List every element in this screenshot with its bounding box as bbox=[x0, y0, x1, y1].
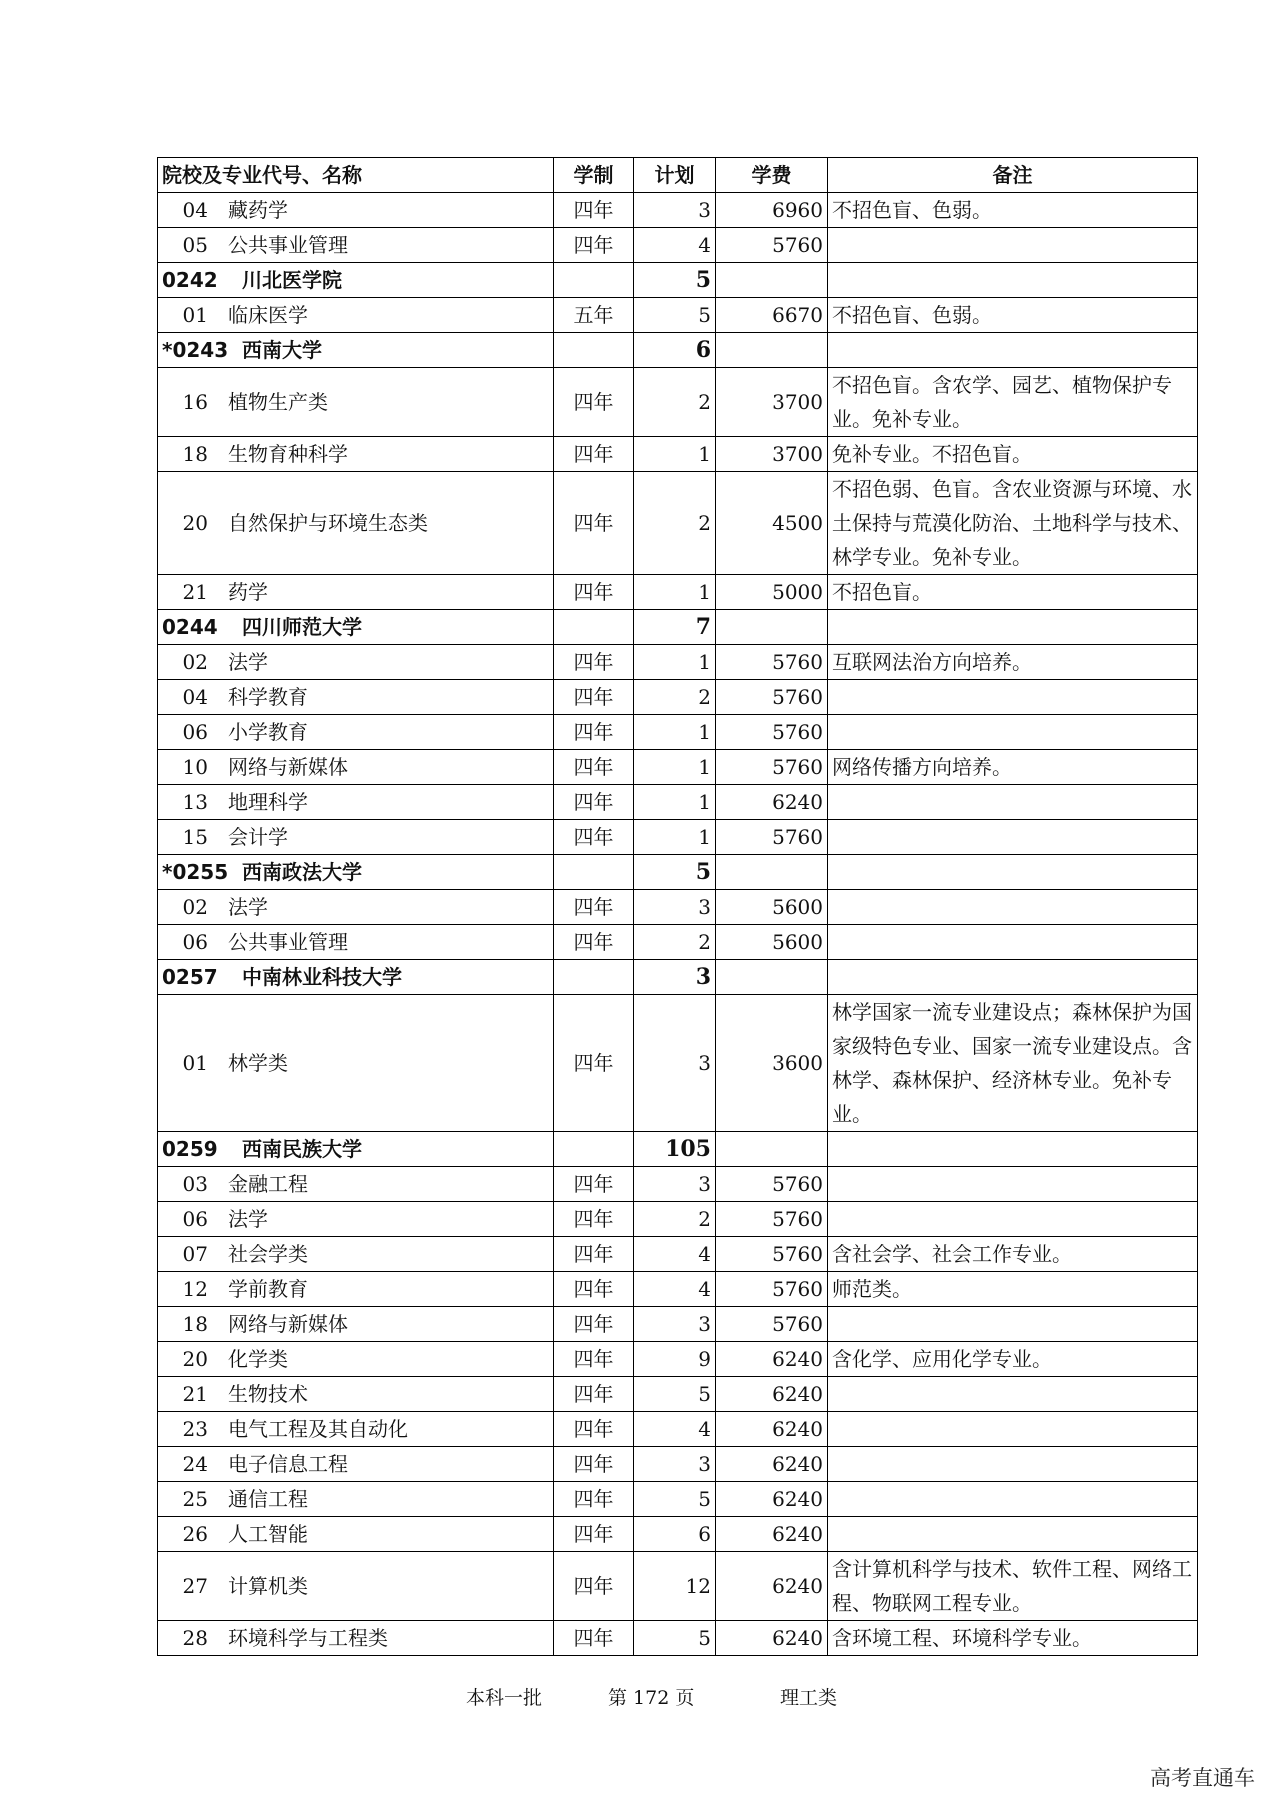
school-code: 0257 bbox=[162, 965, 218, 989]
school-row bbox=[158, 610, 1198, 645]
major-duration: 四年 bbox=[554, 193, 634, 228]
major-code: 03 bbox=[182, 1172, 208, 1196]
major-note bbox=[828, 1482, 1198, 1517]
major-fee: 5760 bbox=[716, 228, 828, 263]
major-duration: 四年 bbox=[554, 925, 634, 960]
major-cell bbox=[158, 1237, 554, 1272]
school-fee-cell bbox=[716, 610, 828, 645]
major-code: 02 bbox=[182, 895, 208, 919]
major-duration: 四年 bbox=[554, 1237, 634, 1272]
major-name: 社会学类 bbox=[228, 1242, 308, 1266]
major-plan: 4 bbox=[634, 1272, 716, 1307]
major-plan: 6 bbox=[634, 1517, 716, 1552]
school-code: 0242 bbox=[162, 268, 218, 292]
school-duration-cell bbox=[554, 263, 634, 298]
major-note: 含计算机科学与技术、软件工程、网络工程、物联网工程专业。 bbox=[828, 1552, 1198, 1621]
major-name: 学前教育 bbox=[228, 1277, 308, 1301]
school-cell bbox=[158, 855, 554, 890]
major-code: 28 bbox=[182, 1626, 208, 1650]
major-code: 04 bbox=[182, 685, 208, 709]
major-fee: 5760 bbox=[716, 1202, 828, 1237]
major-row bbox=[158, 995, 1198, 1132]
major-name: 法学 bbox=[228, 650, 268, 674]
major-fee: 6240 bbox=[716, 785, 828, 820]
table-body bbox=[158, 193, 1198, 1656]
major-name: 化学类 bbox=[228, 1347, 288, 1371]
major-code: 06 bbox=[182, 1207, 208, 1231]
major-note bbox=[828, 228, 1198, 263]
major-cell bbox=[158, 1482, 554, 1517]
major-code: 06 bbox=[182, 930, 208, 954]
major-plan: 1 bbox=[634, 715, 716, 750]
major-cell bbox=[158, 820, 554, 855]
major-fee: 6670 bbox=[716, 298, 828, 333]
major-fee: 6240 bbox=[716, 1377, 828, 1412]
major-duration: 四年 bbox=[554, 750, 634, 785]
major-duration: 五年 bbox=[554, 298, 634, 333]
major-fee: 4500 bbox=[716, 472, 828, 575]
major-note bbox=[828, 925, 1198, 960]
major-note: 不招色盲、色弱。 bbox=[828, 193, 1198, 228]
major-name: 植物生产类 bbox=[228, 390, 328, 414]
major-duration: 四年 bbox=[554, 645, 634, 680]
major-cell bbox=[158, 715, 554, 750]
major-cell bbox=[158, 1377, 554, 1412]
major-duration: 四年 bbox=[554, 575, 634, 610]
major-fee: 5760 bbox=[716, 645, 828, 680]
major-row bbox=[158, 890, 1198, 925]
major-duration: 四年 bbox=[554, 680, 634, 715]
table-header-row bbox=[158, 158, 1198, 193]
major-cell bbox=[158, 890, 554, 925]
major-duration: 四年 bbox=[554, 715, 634, 750]
major-fee: 5760 bbox=[716, 680, 828, 715]
major-fee: 5760 bbox=[716, 1272, 828, 1307]
major-row bbox=[158, 1272, 1198, 1307]
major-code: 07 bbox=[182, 1242, 208, 1266]
school-cell bbox=[158, 610, 554, 645]
major-fee: 6240 bbox=[716, 1482, 828, 1517]
footer-batch: 本科一批 bbox=[466, 1687, 543, 1709]
school-fee-cell bbox=[716, 1132, 828, 1167]
school-code: 0244 bbox=[162, 615, 218, 639]
major-cell bbox=[158, 193, 554, 228]
school-code: *0243 bbox=[162, 338, 229, 362]
school-plan-total: 5 bbox=[634, 855, 716, 890]
major-plan: 3 bbox=[634, 1307, 716, 1342]
major-cell bbox=[158, 1342, 554, 1377]
major-fee: 5760 bbox=[716, 1307, 828, 1342]
major-note bbox=[828, 1307, 1198, 1342]
major-row bbox=[158, 1167, 1198, 1202]
major-note bbox=[828, 715, 1198, 750]
school-name: 西南大学 bbox=[242, 338, 322, 362]
major-duration: 四年 bbox=[554, 1412, 634, 1447]
major-row bbox=[158, 437, 1198, 472]
major-code: 10 bbox=[182, 755, 208, 779]
school-cell bbox=[158, 263, 554, 298]
major-fee: 3700 bbox=[716, 437, 828, 472]
major-note bbox=[828, 890, 1198, 925]
major-plan: 3 bbox=[634, 1447, 716, 1482]
school-note-cell bbox=[828, 855, 1198, 890]
major-name: 生物育种科学 bbox=[228, 442, 348, 466]
major-note bbox=[828, 1167, 1198, 1202]
major-row bbox=[158, 1517, 1198, 1552]
major-cell bbox=[158, 575, 554, 610]
school-note-cell bbox=[828, 333, 1198, 368]
major-plan: 3 bbox=[634, 193, 716, 228]
major-note: 互联网法治方向培养。 bbox=[828, 645, 1198, 680]
school-duration-cell bbox=[554, 855, 634, 890]
school-row bbox=[158, 1132, 1198, 1167]
major-fee: 5760 bbox=[716, 820, 828, 855]
major-cell bbox=[158, 785, 554, 820]
major-row bbox=[158, 1552, 1198, 1621]
major-code: 23 bbox=[182, 1417, 208, 1441]
major-note bbox=[828, 820, 1198, 855]
major-duration: 四年 bbox=[554, 785, 634, 820]
school-cell bbox=[158, 960, 554, 995]
major-plan: 1 bbox=[634, 645, 716, 680]
major-row bbox=[158, 228, 1198, 263]
major-code: 06 bbox=[182, 720, 208, 744]
major-duration: 四年 bbox=[554, 368, 634, 437]
major-plan: 3 bbox=[634, 890, 716, 925]
major-fee: 6960 bbox=[716, 193, 828, 228]
school-note-cell bbox=[828, 610, 1198, 645]
major-code: 13 bbox=[182, 790, 208, 814]
major-fee: 5000 bbox=[716, 575, 828, 610]
major-plan: 4 bbox=[634, 1237, 716, 1272]
major-name: 网络与新媒体 bbox=[228, 755, 348, 779]
major-row bbox=[158, 472, 1198, 575]
major-duration: 四年 bbox=[554, 1552, 634, 1621]
school-cell bbox=[158, 1132, 554, 1167]
major-note bbox=[828, 1412, 1198, 1447]
school-name: 中南林业科技大学 bbox=[242, 965, 402, 989]
major-fee: 6240 bbox=[716, 1447, 828, 1482]
major-cell bbox=[158, 925, 554, 960]
school-note-cell bbox=[828, 263, 1198, 298]
major-row bbox=[158, 368, 1198, 437]
major-cell bbox=[158, 645, 554, 680]
major-plan: 2 bbox=[634, 1202, 716, 1237]
major-plan: 5 bbox=[634, 298, 716, 333]
major-note: 免补专业。不招色盲。 bbox=[828, 437, 1198, 472]
major-note: 不招色盲、色弱。 bbox=[828, 298, 1198, 333]
header-fee: 学费 bbox=[716, 158, 828, 193]
major-note: 含社会学、社会工作专业。 bbox=[828, 1237, 1198, 1272]
major-cell bbox=[158, 437, 554, 472]
major-code: 01 bbox=[182, 1051, 208, 1075]
major-note bbox=[828, 1517, 1198, 1552]
major-name: 电气工程及其自动化 bbox=[228, 1417, 408, 1441]
major-note bbox=[828, 1377, 1198, 1412]
school-duration-cell bbox=[554, 1132, 634, 1167]
major-fee: 5760 bbox=[716, 750, 828, 785]
major-cell bbox=[158, 368, 554, 437]
major-cell bbox=[158, 750, 554, 785]
major-duration: 四年 bbox=[554, 995, 634, 1132]
major-code: 27 bbox=[182, 1574, 208, 1598]
school-plan-total: 5 bbox=[634, 263, 716, 298]
major-code: 24 bbox=[182, 1452, 208, 1476]
major-name: 法学 bbox=[228, 1207, 268, 1231]
major-name: 电子信息工程 bbox=[228, 1452, 348, 1476]
major-duration: 四年 bbox=[554, 1342, 634, 1377]
school-fee-cell bbox=[716, 333, 828, 368]
footer-category: 理工类 bbox=[780, 1687, 838, 1709]
major-plan: 2 bbox=[634, 472, 716, 575]
major-name: 生物技术 bbox=[228, 1382, 308, 1406]
major-plan: 3 bbox=[634, 1167, 716, 1202]
major-row bbox=[158, 1307, 1198, 1342]
major-row bbox=[158, 1377, 1198, 1412]
major-duration: 四年 bbox=[554, 1272, 634, 1307]
school-plan-total: 6 bbox=[634, 333, 716, 368]
major-code: 15 bbox=[182, 825, 208, 849]
school-duration-cell bbox=[554, 960, 634, 995]
school-name: 川北医学院 bbox=[242, 268, 342, 292]
major-cell bbox=[158, 228, 554, 263]
major-name: 小学教育 bbox=[228, 720, 308, 744]
major-duration: 四年 bbox=[554, 820, 634, 855]
major-fee: 6240 bbox=[716, 1621, 828, 1656]
major-fee: 6240 bbox=[716, 1412, 828, 1447]
major-plan: 2 bbox=[634, 368, 716, 437]
major-name: 公共事业管理 bbox=[228, 930, 348, 954]
major-row bbox=[158, 785, 1198, 820]
major-note: 师范类。 bbox=[828, 1272, 1198, 1307]
major-fee: 3700 bbox=[716, 368, 828, 437]
major-row bbox=[158, 1237, 1198, 1272]
major-name: 科学教育 bbox=[228, 685, 308, 709]
major-note bbox=[828, 680, 1198, 715]
major-code: 20 bbox=[182, 511, 208, 535]
major-row bbox=[158, 575, 1198, 610]
major-code: 12 bbox=[182, 1277, 208, 1301]
major-row bbox=[158, 645, 1198, 680]
major-plan: 3 bbox=[634, 995, 716, 1132]
major-name: 公共事业管理 bbox=[228, 233, 348, 257]
major-code: 05 bbox=[182, 233, 208, 257]
major-code: 16 bbox=[182, 390, 208, 414]
major-row bbox=[158, 1202, 1198, 1237]
major-name: 网络与新媒体 bbox=[228, 1312, 348, 1336]
major-cell bbox=[158, 1272, 554, 1307]
major-cell bbox=[158, 1552, 554, 1621]
major-code: 20 bbox=[182, 1347, 208, 1371]
major-name: 药学 bbox=[228, 580, 268, 604]
major-name: 金融工程 bbox=[228, 1172, 308, 1196]
watermark-text: 高考直通车 bbox=[1150, 1766, 1255, 1790]
school-name: 四川师范大学 bbox=[242, 615, 362, 639]
major-fee: 5600 bbox=[716, 890, 828, 925]
major-duration: 四年 bbox=[554, 472, 634, 575]
major-fee: 5760 bbox=[716, 1237, 828, 1272]
header-name: 院校及专业代号、名称 bbox=[158, 158, 554, 193]
major-cell bbox=[158, 472, 554, 575]
major-code: 18 bbox=[182, 442, 208, 466]
header-plan: 计划 bbox=[634, 158, 716, 193]
major-duration: 四年 bbox=[554, 890, 634, 925]
major-note bbox=[828, 1202, 1198, 1237]
school-name: 西南民族大学 bbox=[242, 1137, 362, 1161]
major-row bbox=[158, 298, 1198, 333]
major-code: 02 bbox=[182, 650, 208, 674]
school-name: 西南政法大学 bbox=[242, 860, 362, 884]
major-row bbox=[158, 820, 1198, 855]
major-cell bbox=[158, 1412, 554, 1447]
school-code: 0259 bbox=[162, 1137, 218, 1161]
admission-plan-table bbox=[157, 157, 1198, 1656]
major-row bbox=[158, 1621, 1198, 1656]
school-fee-cell bbox=[716, 263, 828, 298]
major-plan: 1 bbox=[634, 575, 716, 610]
major-plan: 5 bbox=[634, 1377, 716, 1412]
major-fee: 6240 bbox=[716, 1342, 828, 1377]
major-plan: 12 bbox=[634, 1552, 716, 1621]
major-plan: 4 bbox=[634, 1412, 716, 1447]
major-code: 01 bbox=[182, 303, 208, 327]
major-row bbox=[158, 925, 1198, 960]
major-duration: 四年 bbox=[554, 1517, 634, 1552]
major-code: 21 bbox=[182, 580, 208, 604]
major-duration: 四年 bbox=[554, 1167, 634, 1202]
major-cell bbox=[158, 1621, 554, 1656]
major-cell bbox=[158, 298, 554, 333]
header-note: 备注 bbox=[828, 158, 1198, 193]
school-note-cell bbox=[828, 1132, 1198, 1167]
major-row bbox=[158, 1447, 1198, 1482]
major-name: 临床医学 bbox=[228, 303, 308, 327]
school-row bbox=[158, 855, 1198, 890]
major-row bbox=[158, 193, 1198, 228]
major-fee: 6240 bbox=[716, 1517, 828, 1552]
major-plan: 1 bbox=[634, 785, 716, 820]
major-cell bbox=[158, 1307, 554, 1342]
major-duration: 四年 bbox=[554, 437, 634, 472]
major-cell bbox=[158, 995, 554, 1132]
major-plan: 2 bbox=[634, 925, 716, 960]
school-fee-cell bbox=[716, 960, 828, 995]
major-name: 计算机类 bbox=[228, 1574, 308, 1598]
major-plan: 1 bbox=[634, 437, 716, 472]
major-note: 含环境工程、环境科学专业。 bbox=[828, 1621, 1198, 1656]
major-plan: 2 bbox=[634, 680, 716, 715]
major-duration: 四年 bbox=[554, 1447, 634, 1482]
major-plan: 5 bbox=[634, 1482, 716, 1517]
major-fee: 3600 bbox=[716, 995, 828, 1132]
school-plan-total: 7 bbox=[634, 610, 716, 645]
major-duration: 四年 bbox=[554, 228, 634, 263]
major-code: 26 bbox=[182, 1522, 208, 1546]
major-name: 自然保护与环境生态类 bbox=[228, 511, 428, 535]
major-name: 会计学 bbox=[228, 825, 288, 849]
school-row bbox=[158, 960, 1198, 995]
major-name: 藏药学 bbox=[228, 198, 288, 222]
major-duration: 四年 bbox=[554, 1482, 634, 1517]
major-cell bbox=[158, 1202, 554, 1237]
major-row bbox=[158, 1412, 1198, 1447]
major-note: 网络传播方向培养。 bbox=[828, 750, 1198, 785]
major-name: 法学 bbox=[228, 895, 268, 919]
major-name: 环境科学与工程类 bbox=[228, 1626, 388, 1650]
major-code: 18 bbox=[182, 1312, 208, 1336]
major-plan: 5 bbox=[634, 1621, 716, 1656]
major-duration: 四年 bbox=[554, 1307, 634, 1342]
major-name: 通信工程 bbox=[228, 1487, 308, 1511]
major-plan: 4 bbox=[634, 228, 716, 263]
major-plan: 9 bbox=[634, 1342, 716, 1377]
major-note: 不招色弱、色盲。含农业资源与环境、水土保持与荒漠化防治、土地科学与技术、林学专业。免补专业。 bbox=[828, 472, 1198, 575]
school-fee-cell bbox=[716, 855, 828, 890]
school-duration-cell bbox=[554, 333, 634, 368]
school-note-cell bbox=[828, 960, 1198, 995]
major-plan: 1 bbox=[634, 750, 716, 785]
major-duration: 四年 bbox=[554, 1377, 634, 1412]
major-duration: 四年 bbox=[554, 1621, 634, 1656]
major-row bbox=[158, 715, 1198, 750]
major-note: 不招色盲。含农学、园艺、植物保护专业。免补专业。 bbox=[828, 368, 1198, 437]
school-row bbox=[158, 263, 1198, 298]
major-duration: 四年 bbox=[554, 1202, 634, 1237]
major-cell bbox=[158, 680, 554, 715]
school-row bbox=[158, 333, 1198, 368]
major-row bbox=[158, 680, 1198, 715]
major-plan: 1 bbox=[634, 820, 716, 855]
major-fee: 5600 bbox=[716, 925, 828, 960]
major-note: 林学国家一流专业建设点；森林保护为国家级特色专业、国家一流专业建设点。含林学、森林保护、经济林专业。免补专业。 bbox=[828, 995, 1198, 1132]
major-cell bbox=[158, 1447, 554, 1482]
school-duration-cell bbox=[554, 610, 634, 645]
school-cell bbox=[158, 333, 554, 368]
major-row bbox=[158, 750, 1198, 785]
school-plan-total: 3 bbox=[634, 960, 716, 995]
major-fee: 5760 bbox=[716, 715, 828, 750]
major-cell bbox=[158, 1167, 554, 1202]
major-code: 04 bbox=[182, 198, 208, 222]
major-note: 不招色盲。 bbox=[828, 575, 1198, 610]
major-code: 25 bbox=[182, 1487, 208, 1511]
major-name: 林学类 bbox=[228, 1051, 288, 1075]
major-code: 21 bbox=[182, 1382, 208, 1406]
major-name: 地理科学 bbox=[228, 790, 308, 814]
major-row bbox=[158, 1482, 1198, 1517]
school-code: *0255 bbox=[162, 860, 229, 884]
major-note bbox=[828, 1447, 1198, 1482]
footer-page-number: 第 172 页 bbox=[608, 1687, 695, 1709]
school-plan-total: 105 bbox=[634, 1132, 716, 1167]
major-fee: 5760 bbox=[716, 1167, 828, 1202]
major-fee: 6240 bbox=[716, 1552, 828, 1621]
major-name: 人工智能 bbox=[228, 1522, 308, 1546]
major-note bbox=[828, 785, 1198, 820]
major-note: 含化学、应用化学专业。 bbox=[828, 1342, 1198, 1377]
major-cell bbox=[158, 1517, 554, 1552]
major-row bbox=[158, 1342, 1198, 1377]
header-duration: 学制 bbox=[554, 158, 634, 193]
